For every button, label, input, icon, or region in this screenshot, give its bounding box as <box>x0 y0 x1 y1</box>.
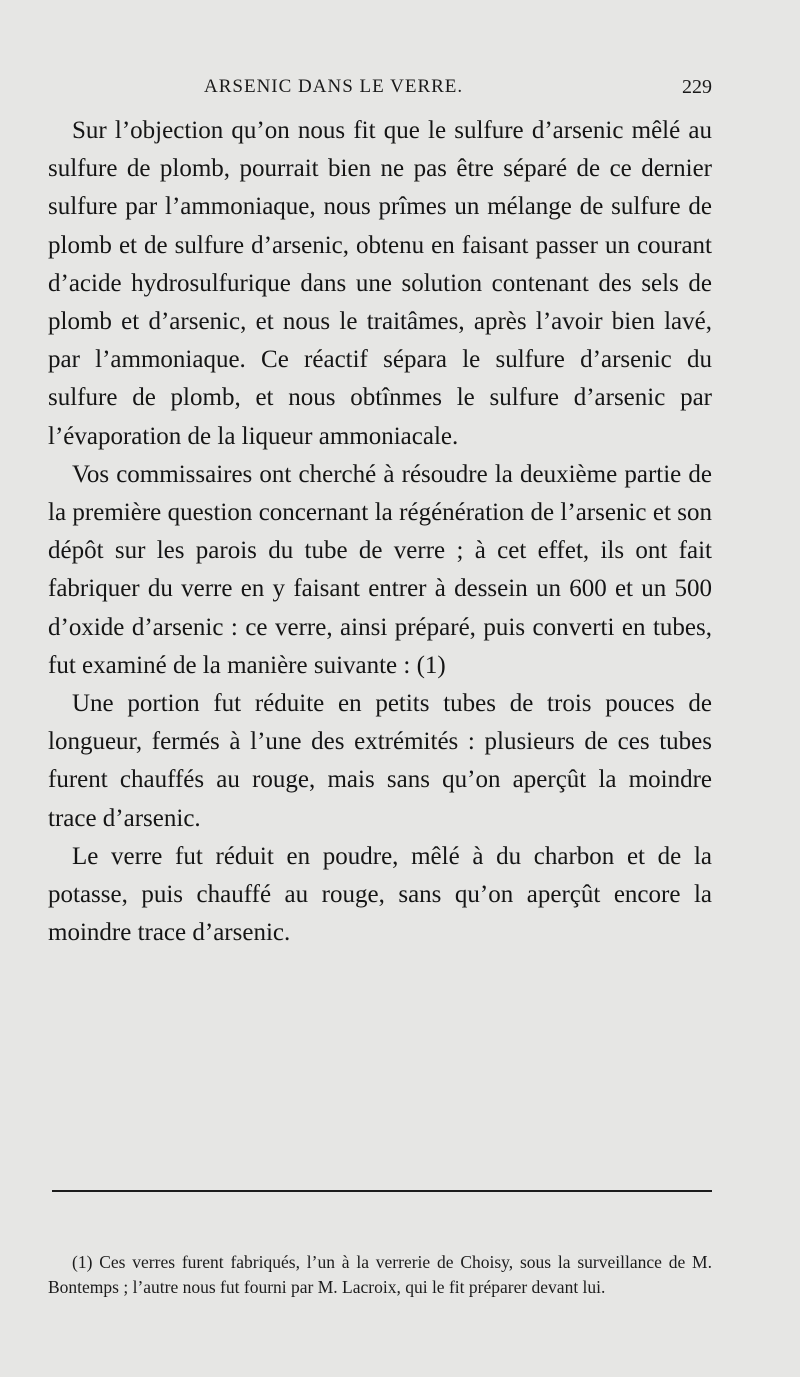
paragraph: Vos commissaires ont cherché à résoudre la deuxième partie de la première question concernant la régénération de l’arsenic et son dépôt sur les parois du tube de verre ; à cet effet, ils ont fait fabriquer du verre en y faisant entrer à dessein un 600 et un 500 d’oxide d’arsenic : ce verre, ainsi préparé, puis converti en tubes, fut examiné de la manière suivante : (1) <box>48 460 712 679</box>
paragraph: Une portion fut réduite en petits tubes de trois pouces de longueur, fermés à l’une des extrémités : plusieurs de ces tubes furent chauffés au rouge, mais sans qu’on aperçût la moindre trace d’arsenic. <box>48 690 712 832</box>
page-header <box>48 72 712 106</box>
paragraph: Le verre fut réduit en poudre, mêlé à du charbon et de la potasse, puis chauffé au rouge, sans qu’on aperçût encore la moindre trace d’arsenic. <box>48 842 712 947</box>
footnote-divider <box>52 1190 712 1192</box>
footnote <box>48 1250 712 1300</box>
footnote-text: (1) Ces verres furent fabriqués, l’un à la verrerie de Choisy, sous la surveillance de M. Bontemps ; l’autre nous fut fourni par M. Lacroix, qui le fit préparer devant lui. <box>48 1252 712 1297</box>
running-title: ARSENIC DANS LE VERRE. <box>204 76 464 97</box>
paragraph: Sur l’objection qu’on nous fit que le sulfure d’arsenic mêlé au sulfure de plomb, pourrait bien ne pas être séparé de ce dernier sulfure par l’ammoniaque, nous prîmes un mélange de sulfure de plomb et de sulfure d’arsenic, obtenu en faisant passer un courant d’acide hydrosulfurique dans une solution contenant des sels de plomb et d’arsenic, et nous le traitâmes, après l’avoir bien lavé, par l’ammoniaque. Ce réactif sépara le sulfure d’arsenic du sulfure de plomb, et nous obtînmes le sulfure d’arsenic par l’évaporation de la liqueur ammoniacale. <box>48 117 712 450</box>
page-number: 229 <box>682 76 712 98</box>
body-text <box>48 112 712 952</box>
